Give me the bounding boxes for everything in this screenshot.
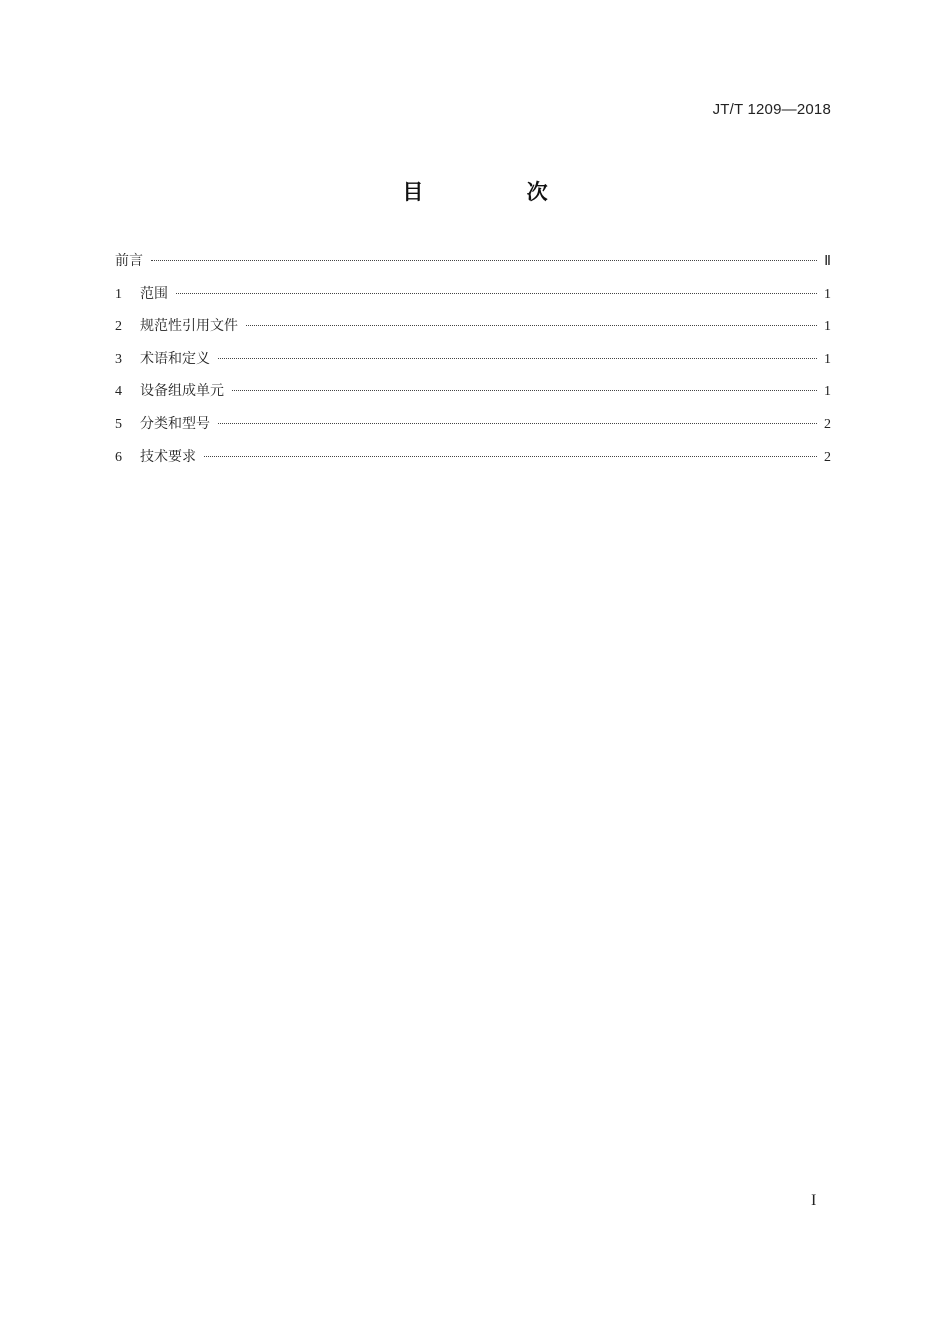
toc-dot-leader <box>204 456 817 457</box>
toc-entry-label: 前言 <box>115 253 143 269</box>
toc-dot-leader <box>218 358 817 359</box>
toc-entry-number: 3 <box>115 351 122 367</box>
toc-entry-number: 2 <box>115 319 122 335</box>
toc-entry-page: 2 <box>824 449 831 465</box>
toc-dot-leader <box>246 325 817 326</box>
toc-entry-label: 设备组成单元 <box>140 383 224 400</box>
toc-entry-label: 术语和定义 <box>140 350 210 367</box>
toc-entry-label: 范围 <box>140 285 168 302</box>
toc-entry-number: 5 <box>115 416 122 432</box>
page-folio: I <box>811 1192 817 1209</box>
standard-number: JT/T 1209—2018 <box>712 101 831 118</box>
toc-entry-page: 1 <box>824 351 831 367</box>
toc-entry-scope[interactable] <box>115 283 831 316</box>
toc-entry-page: Ⅱ <box>824 254 831 269</box>
toc-entry-label: 分类和型号 <box>140 415 210 432</box>
toc-entry-classification-models[interactable] <box>115 413 831 446</box>
toc-dot-leader <box>176 293 817 294</box>
toc-dot-leader <box>232 390 817 391</box>
toc-entry-page: 1 <box>824 384 831 400</box>
toc-dot-leader <box>218 423 817 424</box>
toc-entry-foreword[interactable] <box>115 250 831 283</box>
toc-entry-equipment-units[interactable] <box>115 380 831 413</box>
toc-title: 目 次 <box>402 180 596 204</box>
toc-entry-label: 规范性引用文件 <box>140 318 238 335</box>
toc-dot-leader <box>151 260 817 261</box>
toc-entry-number: 6 <box>115 449 122 465</box>
toc-entry-number: 1 <box>115 286 122 302</box>
toc-entry-number: 4 <box>115 384 122 400</box>
toc-entry-page: 1 <box>824 286 831 302</box>
toc-entry-normative-references[interactable] <box>115 315 831 348</box>
toc-entry-page: 2 <box>824 416 831 432</box>
toc-entry-technical-requirements[interactable] <box>115 446 831 479</box>
toc-entry-label: 技术要求 <box>140 448 196 465</box>
toc-entry-page: 1 <box>824 319 831 335</box>
toc-entry-terms-definitions[interactable] <box>115 348 831 381</box>
table-of-contents <box>115 250 831 478</box>
